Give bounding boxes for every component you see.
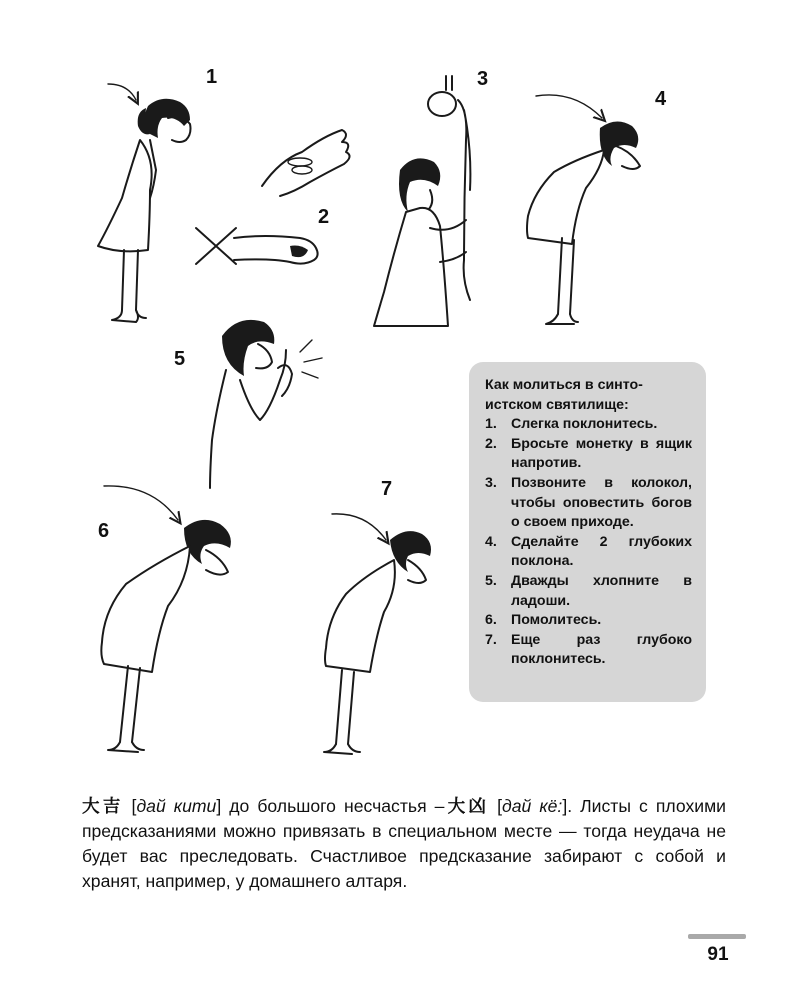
- page-number: 91: [707, 944, 729, 965]
- figure-4-deep-bow: [527, 95, 640, 324]
- step-number-4: 4: [655, 88, 667, 110]
- step-number-5: 5: [174, 348, 186, 370]
- figure-3-ring-bell: [374, 76, 470, 326]
- kanji-great-misfortune: 大凶: [444, 796, 490, 816]
- instruction-item: 4. Сделайте 2 глубоких поклона.: [485, 533, 692, 570]
- step-number-2: 2: [318, 206, 330, 228]
- kanji-great-luck: 大吉: [82, 796, 124, 816]
- prayer-instructions-box: [469, 362, 706, 702]
- reading-great-misfortune: дай кё:: [502, 796, 563, 816]
- instruction-item: 6. Помолитесь.: [485, 612, 602, 629]
- paragraph-middle: до большого несчастья –: [229, 796, 445, 816]
- step-number-3: 3: [477, 68, 489, 90]
- instructions-title: Как молиться в синто-истском святилище:: [485, 377, 643, 413]
- instruction-item: 7. Еще раз глубоко поклонитесь.: [485, 631, 692, 668]
- instruction-item: 2. Бросьте монетку в ящик напротив.: [485, 435, 692, 472]
- step-number-1: 1: [206, 66, 218, 88]
- step-number-6: 6: [98, 520, 110, 542]
- figure-1-slight-bow: [98, 84, 191, 322]
- figure-6-deep-bow: [101, 486, 231, 752]
- reading-great-luck: дай кити: [136, 796, 217, 816]
- instruction-item: 3. Позвоните в колокол, чтобы оповестить богов о своем приходе.: [485, 474, 692, 531]
- page-number-bar: [688, 934, 746, 939]
- figure-2-coin-toss: [196, 130, 350, 264]
- instructions-list: [485, 415, 692, 670]
- figure-5-clap-hands: [210, 320, 322, 488]
- instruction-item: 1. Слегка поклонитесь.: [485, 416, 658, 433]
- instruction-item: 5. Дважды хлопните в ладоши.: [485, 572, 692, 609]
- step-number-7: 7: [381, 478, 393, 500]
- figure-7-final-bow: [324, 514, 431, 754]
- body-paragraph: 大吉 [дай кити] до большого несчастья –大凶 [дай кё:]. Листы с плохими предсказаниями можно привязать в специальном месте — тогда неудача не будет вас преследовать. Счастливое предсказание забирают с собой и хранят, например, у домашнего алтаря.: [82, 796, 726, 891]
- paragraph-rest: . Листы с плохими предсказаниями можно привязать в специальном месте — тогда неудача не будет вас преследовать. Счастливое предсказание забирают с собой и хранят, например, у домашнего алтаря.: [82, 796, 726, 891]
